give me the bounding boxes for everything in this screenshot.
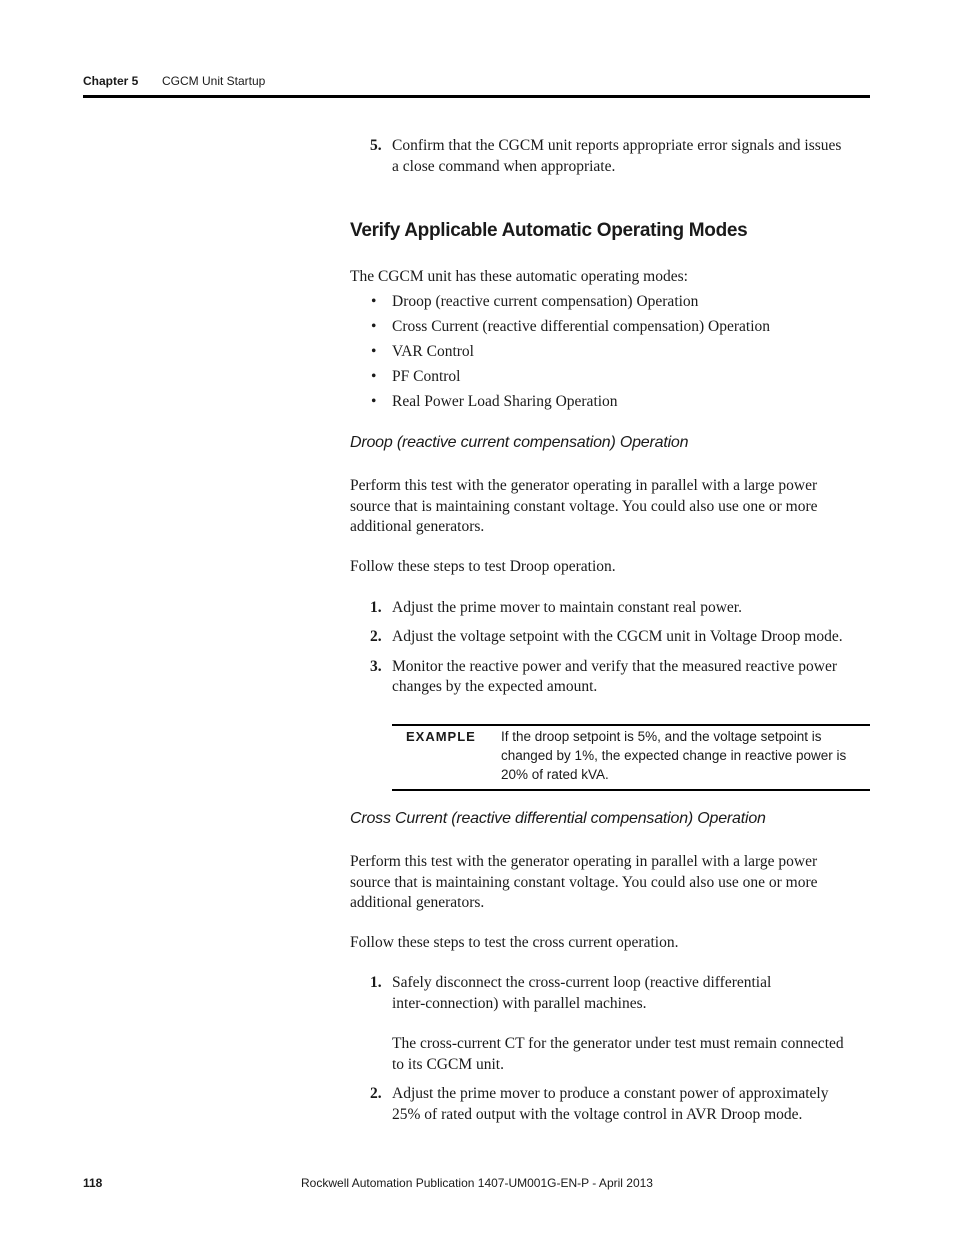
paragraph-line: source that is maintaining constant voltage. You could also use one or more [350,873,818,891]
paragraph-line: additional generators. [350,894,485,911]
chapter-title: CGCM Unit Startup [162,74,266,88]
bullet-glyph: • [371,293,377,310]
step-text-line: a close command when appropriate. [392,158,616,175]
cross-steps [350,973,880,1133]
list-item: Cross Current (reactive differential compensation) Operation [392,318,771,335]
step-text-line: 25% of rated output with the voltage control in AVR Droop mode. [392,1106,803,1123]
cross-current-heading: Cross Current (reactive differential compensation) Operation [350,810,766,827]
droop-paragraph [350,476,818,538]
step-number: 3. [370,658,382,675]
step-text-line: inter-connection) with parallel machines. [392,995,647,1012]
cross-steps-intro: Follow these steps to test the cross current operation. [350,934,679,951]
step-number: 5. [370,137,382,154]
droop-steps [350,598,880,698]
step-text-line: changes by the expected amount. [392,678,598,695]
step-number: 2. [370,1085,382,1102]
step-text-line: Adjust the voltage setpoint with the CGCM unit in Voltage Droop mode. [392,628,843,645]
bullet-glyph: • [371,368,377,385]
paragraph-line: Perform this test with the generator operating in parallel with a large power [350,853,818,870]
step-text-line: Safely disconnect the cross-current loop (reactive differential [392,974,772,991]
bullet-glyph: • [371,393,377,410]
step-note-line: to its CGCM unit. [392,1056,504,1073]
example-bottom-rule [392,789,870,791]
header-rule [83,95,870,98]
chapter-label: Chapter 5 [83,74,139,88]
paragraph-line: Perform this test with the generator operating in parallel with a large power [350,477,818,494]
publication-footer: Rockwell Automation Publication 1407-UM001G-EN-P - April 2013 [301,1176,653,1190]
list-item: Real Power Load Sharing Operation [392,393,618,410]
bullet-glyph: • [371,318,377,335]
step-text-line: Adjust the prime mover to maintain constant real power. [392,599,742,616]
bullet-glyph: • [371,343,377,360]
step-note-line: The cross-current CT for the generator under test must remain connected [392,1035,844,1052]
step-text-line: Confirm that the CGCM unit reports appropriate error signals and issues [392,137,842,154]
list-item: PF Control [392,368,461,385]
mode-list [0,292,954,422]
step-number: 1. [370,599,382,616]
step-number: 2. [370,628,382,645]
example-text: If the droop setpoint is 5%, and the voltage setpoint is changed by 1%, the expected change in reactive power is 20% of rated kVA. [501,729,847,782]
step-text-line: Monitor the reactive power and verify that the measured reactive power [392,658,838,675]
cross-paragraph [350,852,818,914]
list-item: VAR Control [392,343,474,360]
list-item: Droop (reactive current compensation) Operation [392,293,699,310]
section-intro: The CGCM unit has these automatic operating modes: [350,268,688,285]
example-top-rule [392,724,870,726]
step-number: 1. [370,974,382,991]
droop-steps-intro: Follow these steps to test Droop operation. [350,558,616,575]
example-label: EXAMPLE [406,729,476,744]
section-heading: Verify Applicable Automatic Operating Modes [350,220,748,241]
droop-heading: Droop (reactive current compensation) Operation [350,434,689,451]
step-text-line: Adjust the prime mover to produce a constant power of approximately [392,1085,829,1102]
paragraph-line: additional generators. [350,518,485,535]
page-number: 118 [83,1176,103,1190]
paragraph-line: source that is maintaining constant voltage. You could also use one or more [350,497,818,515]
